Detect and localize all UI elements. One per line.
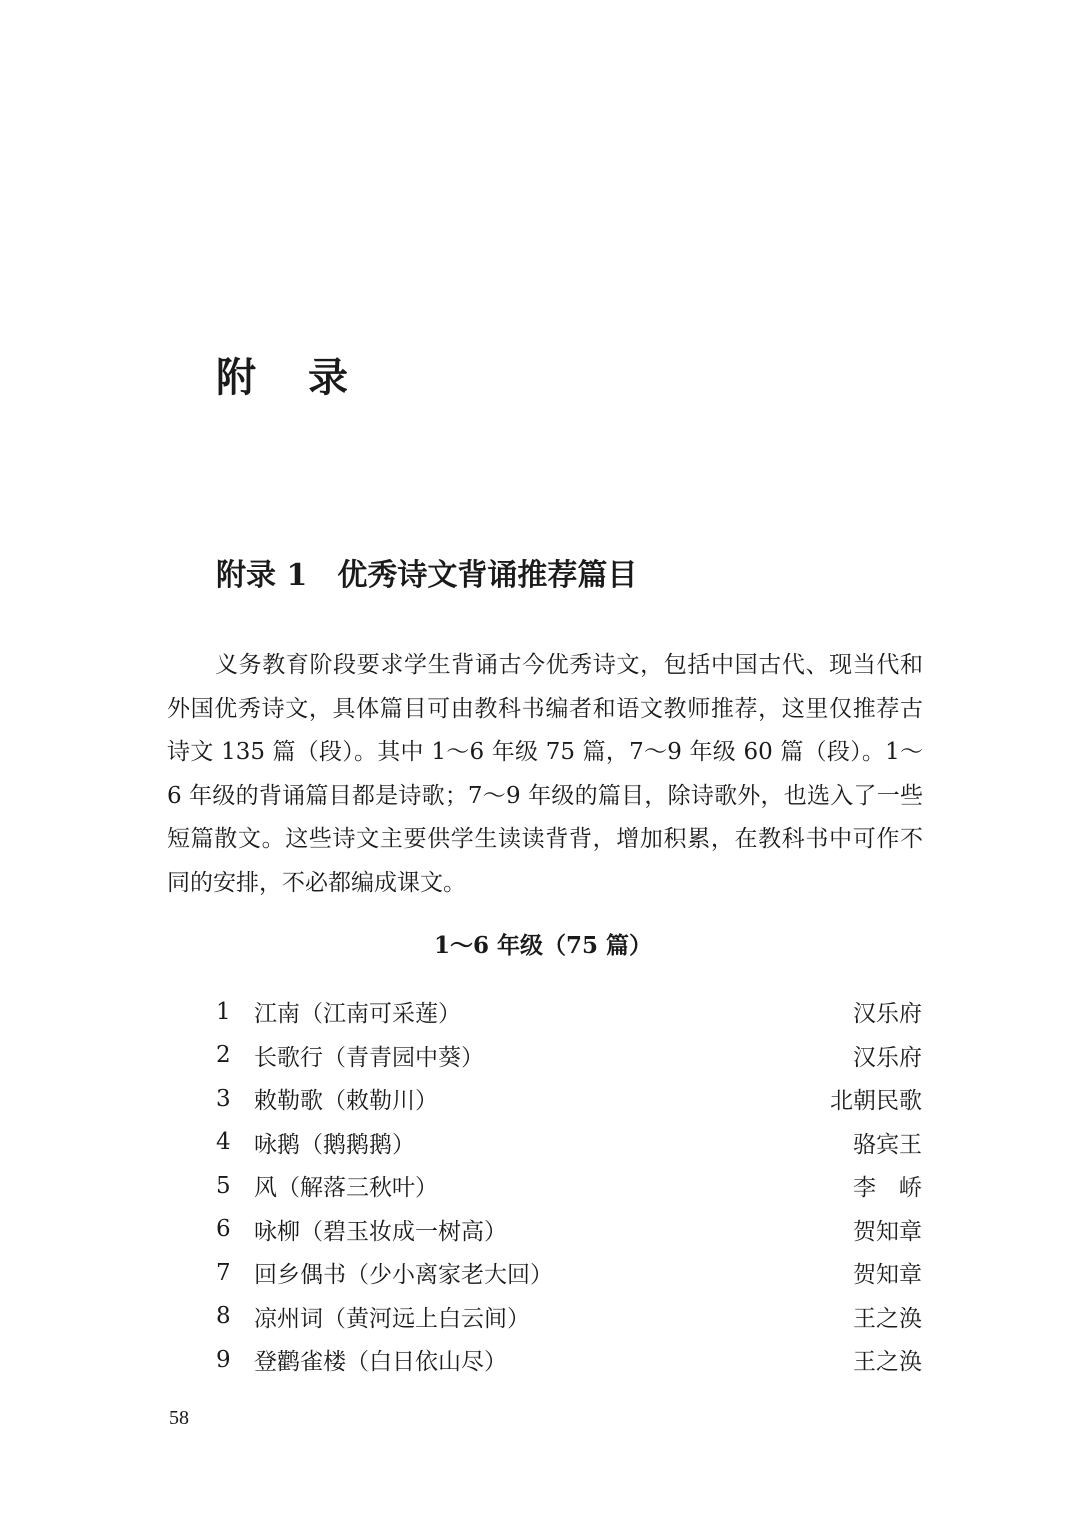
list-item xyxy=(216,1208,922,1252)
poem-author: 汉乐府 xyxy=(853,1001,922,1028)
poem-number: 7 xyxy=(216,1259,231,1286)
poem-author: 北朝民歌 xyxy=(830,1088,922,1115)
poem-number: 5 xyxy=(216,1172,231,1199)
poem-number: 9 xyxy=(216,1346,231,1373)
poem-number: 4 xyxy=(216,1129,231,1156)
poem-title: 长歌行（青青园中葵） xyxy=(254,1044,484,1071)
poem-author: 李 峤 xyxy=(853,1175,922,1202)
poem-author: 汉乐府 xyxy=(853,1044,922,1071)
poem-title: 登鹳雀楼（白日依山尽） xyxy=(254,1349,507,1376)
poem-author: 王之涣 xyxy=(853,1305,922,1332)
poem-title: 凉州词（黄河远上白云间） xyxy=(254,1305,530,1332)
poem-number: 6 xyxy=(216,1216,231,1243)
poem-title: 江南（江南可采莲） xyxy=(254,1001,461,1028)
section-title: 附录 1 优秀诗文背诵推荐篇目 xyxy=(216,558,638,593)
poem-title: 咏柳（碧玉妆成一树高） xyxy=(254,1218,507,1245)
list-item xyxy=(216,1164,922,1208)
intro-paragraph: 义务教育阶段要求学生背诵古今优秀诗文，包括中国古代、现当代和外国优秀诗文，具体篇目可由教科书编者和语文教师推荐，这里仅推荐古诗文 135 篇（段）。其中 1～6 年级 75 篇，7～9 年级 60 篇（段）。1～6 年级的背诵篇目都是诗歌；7～9 年级的篇目，除诗歌外，也选入了一些短篇散文。这些诗文主要供学生读读背背，增加积累，在教科书中可作不同的安排，不必都编成课文。 xyxy=(167,652,923,896)
poem-title: 回乡偶书（少小离家老大回） xyxy=(254,1262,553,1289)
list-item xyxy=(216,990,922,1034)
poem-number: 3 xyxy=(216,1085,231,1112)
poem-title: 敕勒歌（敕勒川） xyxy=(254,1088,438,1115)
poem-author: 骆宾王 xyxy=(853,1131,922,1158)
chapter-title: 附录 xyxy=(216,354,400,401)
poem-title: 咏鹅（鹅鹅鹅） xyxy=(254,1131,415,1158)
grade-heading: 1～6 年级（75 篇） xyxy=(433,932,653,959)
poem-number: 2 xyxy=(216,1042,231,1069)
poem-number: 8 xyxy=(216,1303,231,1330)
poem-author: 王之涣 xyxy=(853,1349,922,1376)
page-number: 58 xyxy=(169,1407,189,1429)
poem-number: 1 xyxy=(216,998,231,1025)
poem-author: 贺知章 xyxy=(853,1218,922,1245)
list-item xyxy=(216,1338,922,1382)
list-item xyxy=(216,1034,922,1078)
poem-title: 风（解落三秋叶） xyxy=(254,1175,438,1202)
poem-list xyxy=(216,990,922,1382)
list-item xyxy=(216,1077,922,1121)
poem-author: 贺知章 xyxy=(853,1262,922,1289)
list-item xyxy=(216,1251,922,1295)
list-item xyxy=(216,1295,922,1339)
list-item xyxy=(216,1121,922,1165)
